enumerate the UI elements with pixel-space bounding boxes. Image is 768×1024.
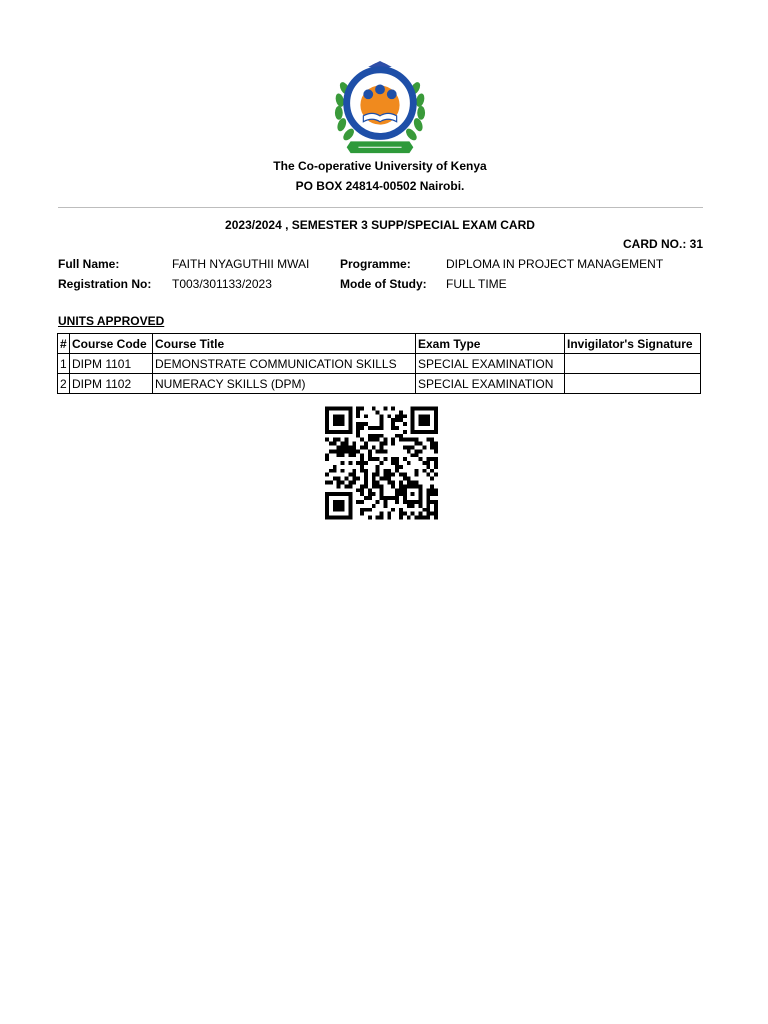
exam-card-title: 2023/2024 , SEMESTER 3 SUPP/SPECIAL EXAM CARD [225,218,535,232]
programme-value: DIPLOMA IN PROJECT MANAGEMENT [446,257,664,271]
column-header-exam-type: Exam Type [416,334,565,354]
registration-label: Registration No: [58,277,152,291]
course-title: NUMERACY SKILLS (DPM) [153,374,416,394]
registration-value: T003/301133/2023 [172,277,272,291]
row-number: 1 [58,354,70,374]
units-table [57,333,701,394]
table-row [58,374,701,394]
exam-type: SPECIAL EXAMINATION [416,354,565,374]
full-name-value: FAITH NYAGUTHII MWAI [172,257,310,271]
full-name-label: Full Name: [58,257,120,271]
qr-code-icon [325,405,438,521]
mode-of-study-label: Mode of Study: [340,277,427,291]
institution-name: The Co-operative University of Kenya [273,159,487,173]
institution-address: PO BOX 24814-00502 Nairobi. [295,179,465,193]
column-header-course-code: Course Code [70,334,153,354]
column-header-course-title: Course Title [153,334,416,354]
column-header-number: # [58,334,70,354]
university-crest-icon [331,58,429,158]
invigilator-signature [565,354,701,374]
course-code: DIPM 1102 [70,374,153,394]
column-header-invigilator-signature: Invigilator's Signature [565,334,701,354]
table-header-row [58,334,701,354]
course-code: DIPM 1101 [70,354,153,374]
row-number: 2 [58,374,70,394]
invigilator-signature [565,374,701,394]
mode-of-study-value: FULL TIME [446,277,507,291]
units-approved-heading: UNITS APPROVED [58,314,165,328]
programme-label: Programme: [340,257,411,271]
exam-type: SPECIAL EXAMINATION [416,374,565,394]
table-row [58,354,701,374]
course-title: DEMONSTRATE COMMUNICATION SKILLS [153,354,416,374]
divider [58,207,703,208]
card-number: CARD NO.: 31 [622,237,703,251]
